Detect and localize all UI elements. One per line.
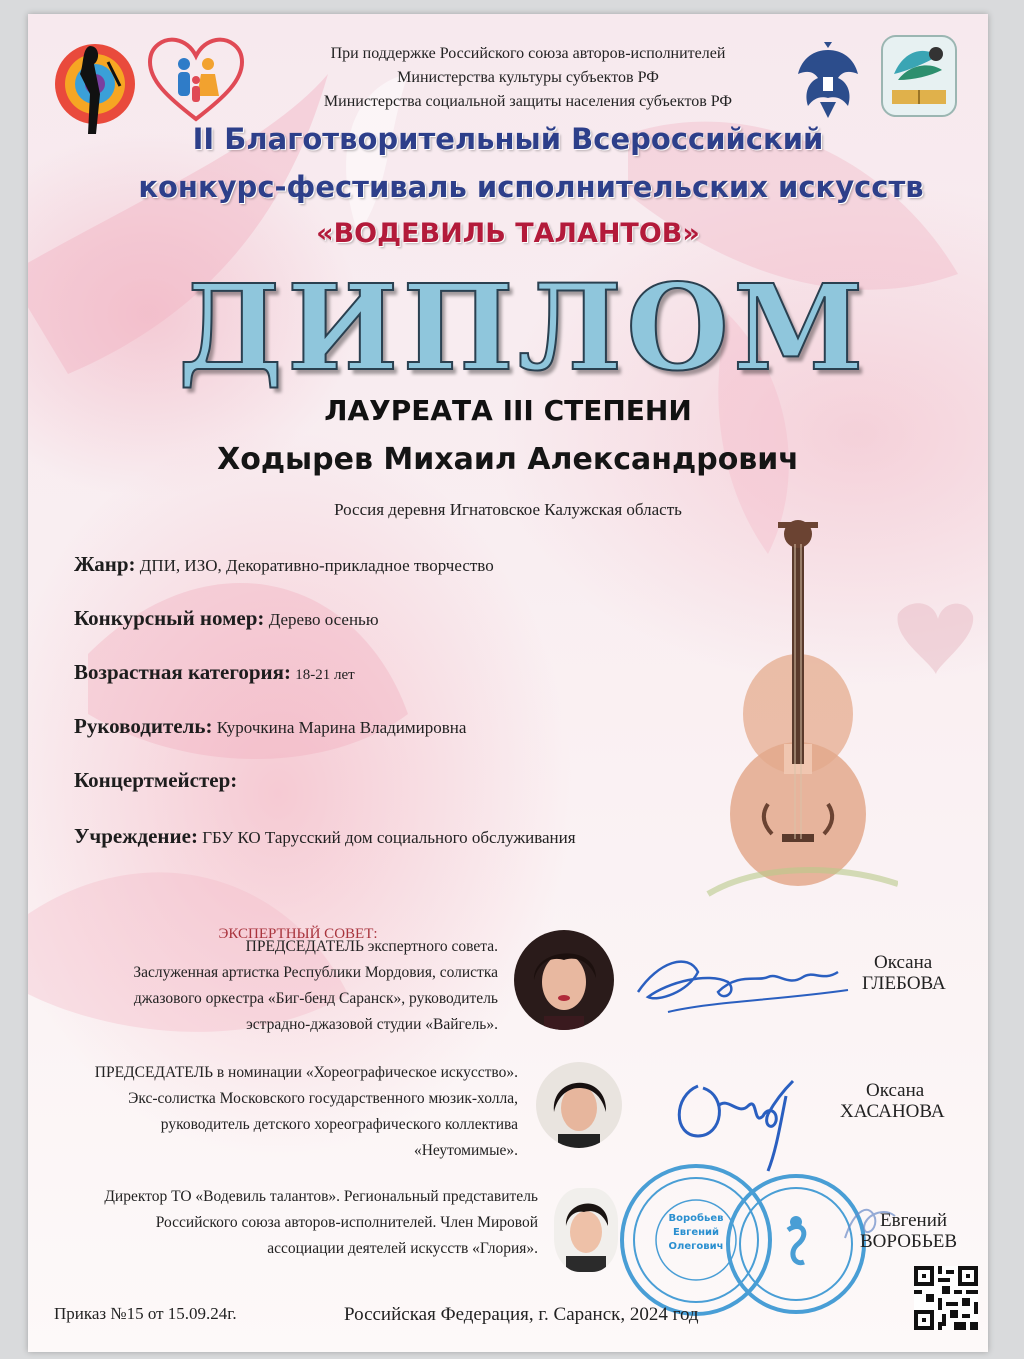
- participant-location: Россия деревня Игнатовское Калужская область: [334, 500, 682, 519]
- support-line-2: Министерства культуры субъектов РФ: [397, 69, 659, 86]
- order-number: Приказ №15 от 15.09.24г.: [54, 1304, 237, 1323]
- support-block: [278, 42, 778, 114]
- expert-1-name: [862, 952, 946, 994]
- expert-1-photo: [514, 930, 614, 1030]
- accompanist-label: Концертмейстер:: [74, 768, 238, 792]
- support-line-1: При поддержке Российского союза авторов-исполнителей: [330, 45, 726, 62]
- expert-1-first-name: Оксана: [874, 952, 933, 973]
- accompanist-row: [74, 768, 237, 793]
- expert-3-last-name: ВОРОБЬЕВ: [860, 1231, 958, 1252]
- expert-2-first-name: Оксана: [866, 1080, 925, 1101]
- expert-2-last-name: ХАСАНОВА: [840, 1101, 945, 1122]
- leader-value: Курочкина Марина Владимировна: [216, 718, 467, 737]
- age-category-row: [74, 660, 355, 685]
- stamp-icon: [618, 1160, 868, 1320]
- violin-icon: [698, 504, 898, 904]
- expert-2-bio-line-1: ПРЕДСЕДАТЕЛЬ в номинации «Хореографическое искусство».: [94, 1064, 518, 1081]
- contest-number-row: [74, 606, 379, 631]
- genre-value: ДПИ, ИЗО, Декоративно-прикладное творчество: [139, 556, 494, 575]
- expert-1-bio: [68, 934, 498, 1038]
- qr-code-icon[interactable]: [914, 1266, 978, 1330]
- stamp-text: [658, 1212, 734, 1254]
- age-category-value: 18-21 лет: [295, 667, 355, 683]
- singer-silhouette-logo-icon: [50, 36, 140, 136]
- expert-2-name: [840, 1080, 945, 1122]
- expert-1-bio-line-3: джазового оркестра «Биг-бенд Саранск», руководитель: [133, 990, 498, 1007]
- microphone-book-logo-icon: [880, 34, 958, 118]
- issue-place: Российская Федерация, г. Саранск, 2024 год: [344, 1304, 699, 1325]
- leader-label: Руководитель:: [74, 714, 213, 738]
- contest-number-label: Конкурсный номер:: [74, 606, 265, 630]
- stamp-line-3: Олегович: [668, 1241, 724, 1252]
- contest-number-value: Дерево осенью: [268, 610, 379, 629]
- laureate-degree: ЛАУРЕАТА III СТЕПЕНИ: [324, 394, 692, 427]
- stamp-line-2: Евгений: [672, 1227, 720, 1238]
- diploma-heading: ДИПЛОМ: [178, 258, 868, 397]
- genre-label: Жанр:: [74, 552, 136, 576]
- expert-3-name: [860, 1210, 957, 1252]
- diploma-sheet: [28, 14, 988, 1352]
- participant-name: Ходырев Михаил Александрович: [217, 442, 799, 477]
- age-category-label: Возрастная категория:: [74, 660, 291, 684]
- expert-1-signature: [628, 942, 858, 1022]
- genre-row: [74, 552, 494, 577]
- expert-2-bio: [48, 1060, 518, 1164]
- expert-3-photo: [554, 1188, 618, 1272]
- heart-icon: [898, 603, 974, 674]
- expert-2-bio-line-3: руководитель детского хореографического коллектива: [160, 1116, 518, 1133]
- institution-label: Учреждение:: [74, 824, 198, 848]
- contest-title-line-3: «ВОДЕВИЛЬ ТАЛАНТОВ»: [316, 218, 700, 249]
- expert-2-bio-line-2: Экс-солистка Московского государственного мюзик-холла,: [128, 1090, 518, 1107]
- expert-1-bio-line-1: ПРЕДСЕДАТЕЛЬ экспертного совета.: [245, 938, 498, 955]
- expert-3-first-name: Евгений: [880, 1210, 948, 1231]
- expert-council-heading: ЭКСПЕРТНЫЙ СОВЕТ:: [218, 926, 378, 942]
- support-line-3: Министерства социальной защиты населения субъектов РФ: [323, 93, 733, 110]
- expert-1-last-name: ГЛЕБОВА: [862, 973, 946, 994]
- contest-title-line-1: II Благотворительный Всероссийский: [192, 122, 824, 156]
- family-heart-logo-icon: [146, 34, 246, 124]
- leader-row: [74, 714, 466, 739]
- contest-title-line-2: конкурс-фестиваль исполнительских искусств: [138, 170, 924, 204]
- institution-row: [74, 824, 576, 849]
- expert-3-bio: [48, 1184, 538, 1262]
- expert-3-bio-line-3: ассоциации деятелей искусств «Глория».: [267, 1240, 538, 1257]
- expert-2-photo: [536, 1062, 622, 1148]
- expert-1-bio-line-2: Заслуженная артистка Республики Мордовия, солистка: [133, 964, 498, 981]
- expert-1-bio-line-4: эстрадно-джазовой студии «Вайгель».: [246, 1016, 498, 1033]
- stamp-line-1: Воробьев: [668, 1213, 724, 1224]
- institution-value: ГБУ КО Тарусский дом социального обслуживания: [202, 828, 576, 847]
- expert-2-bio-line-4: «Неутомимые».: [413, 1142, 518, 1159]
- expert-3-bio-line-1: Директор ТО «Водевиль талантов». Региональный представитель: [104, 1188, 538, 1205]
- expert-3-bio-line-2: Российского союза авторов-исполнителей. Член Мировой: [155, 1214, 538, 1231]
- double-eagle-emblem-icon: [794, 36, 862, 124]
